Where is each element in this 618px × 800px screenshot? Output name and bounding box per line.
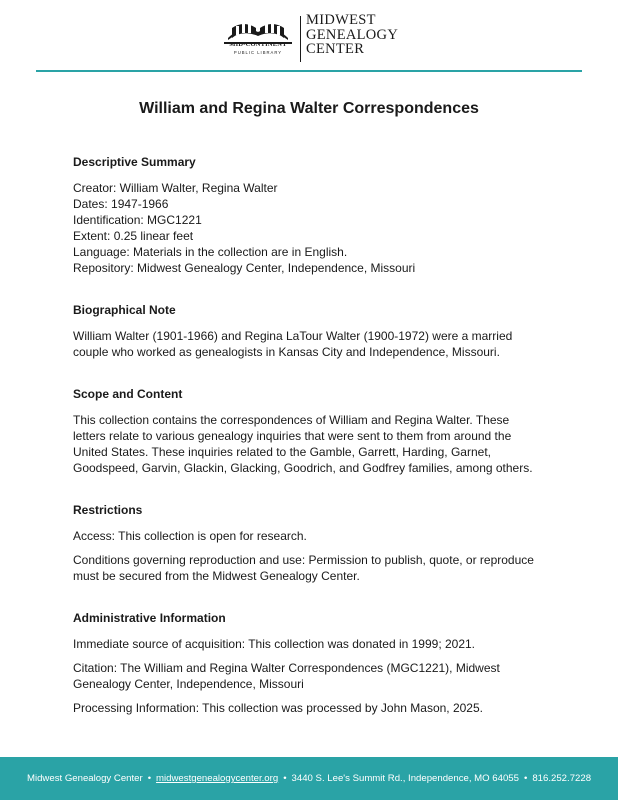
page-header xyxy=(0,10,618,70)
paragraph-line: William Walter (1901-1966) and Regina LaTour Walter (1900-1972) were a married xyxy=(73,329,513,343)
section-heading: Restrictions xyxy=(73,503,143,517)
access-line: Access: This collection is open for research. xyxy=(73,529,307,543)
dates-line: Dates: 1947-1966 xyxy=(73,197,169,211)
restrictions-section xyxy=(73,502,553,584)
document-title: William and Regina Walter Correspondences xyxy=(139,100,479,117)
extent-line: Extent: 0.25 linear feet xyxy=(73,229,194,243)
repository-line: Repository: Midwest Genealogy Center, Independence, Missouri xyxy=(73,261,416,275)
acquisition-line: Immediate source of acquisition: This collection was donated in 1999; 2021. xyxy=(73,637,476,651)
citation-line: Genealogy Center, Independence, Missouri xyxy=(73,677,304,691)
scope-and-content-section xyxy=(73,386,553,476)
section-heading: Descriptive Summary xyxy=(73,155,196,169)
footer-org: Midwest Genealogy Center xyxy=(26,773,143,784)
library-subtitle: PUBLIC LIBRARY xyxy=(233,50,283,55)
conditions-line: must be secured from the Midwest Genealogy Center. xyxy=(73,569,360,583)
logo-divider xyxy=(300,16,301,62)
administrative-information-section xyxy=(73,610,553,716)
language-line: Language: Materials in the collection are in English. xyxy=(73,245,348,259)
section-heading: Biographical Note xyxy=(73,303,176,317)
header-rule xyxy=(36,70,582,72)
identification-line: Identification: MGC1221 xyxy=(73,213,202,227)
footer-address: 3440 S. Lee's Summit Rd., Independence, MO 64055 xyxy=(291,773,519,784)
citation-line: Citation: The William and Regina Walter Correspondences (MGC1221), Midwest xyxy=(73,661,500,675)
footer-separator: • xyxy=(283,773,287,784)
biographical-note-section xyxy=(73,302,553,360)
descriptive-summary-section xyxy=(73,154,553,276)
footer-website-link[interactable]: midwestgenealogycenter.org xyxy=(156,773,279,784)
footer-separator: • xyxy=(523,773,528,784)
page-footer xyxy=(0,757,618,800)
library-name: MID-CONTINENT xyxy=(229,41,287,48)
processing-line: Processing Information: This collection was processed by John Mason, 2025. xyxy=(73,701,483,715)
section-heading: Scope and Content xyxy=(73,387,183,401)
paragraph-line: Goodspeed, Garvin, Glackin, Glacking, Goodrich, and Godfrey families, among others. xyxy=(73,461,533,475)
center-wordmark-line2: GENEALOGY xyxy=(306,26,399,43)
center-wordmark-line3: CENTER xyxy=(306,41,365,57)
section-heading: Administrative Information xyxy=(73,611,226,625)
footer-separator: • xyxy=(147,773,152,784)
creator-line: Creator: William Walter, Regina Walter xyxy=(73,181,278,195)
center-wordmark xyxy=(306,13,398,57)
paragraph-line: United States. These inquiries related to the Gamble, Garrett, Harding, Garnet, xyxy=(73,445,491,459)
conditions-line: Conditions governing reproduction and use: Permission to publish, quote, or reproduce xyxy=(73,553,534,567)
footer-phone: 816.252.7228 xyxy=(532,773,592,784)
paragraph-line: couple who worked as genealogists in Kansas City and Independence, Missouri. xyxy=(73,345,500,359)
document-body xyxy=(73,154,553,742)
paragraph-line: letters relate to various genealogy inquiries that were sent to them from around the xyxy=(73,429,512,443)
paragraph-line: This collection contains the correspondences of William and Regina Walter. These xyxy=(73,413,510,427)
center-wordmark-line1: MIDWEST xyxy=(306,12,376,28)
